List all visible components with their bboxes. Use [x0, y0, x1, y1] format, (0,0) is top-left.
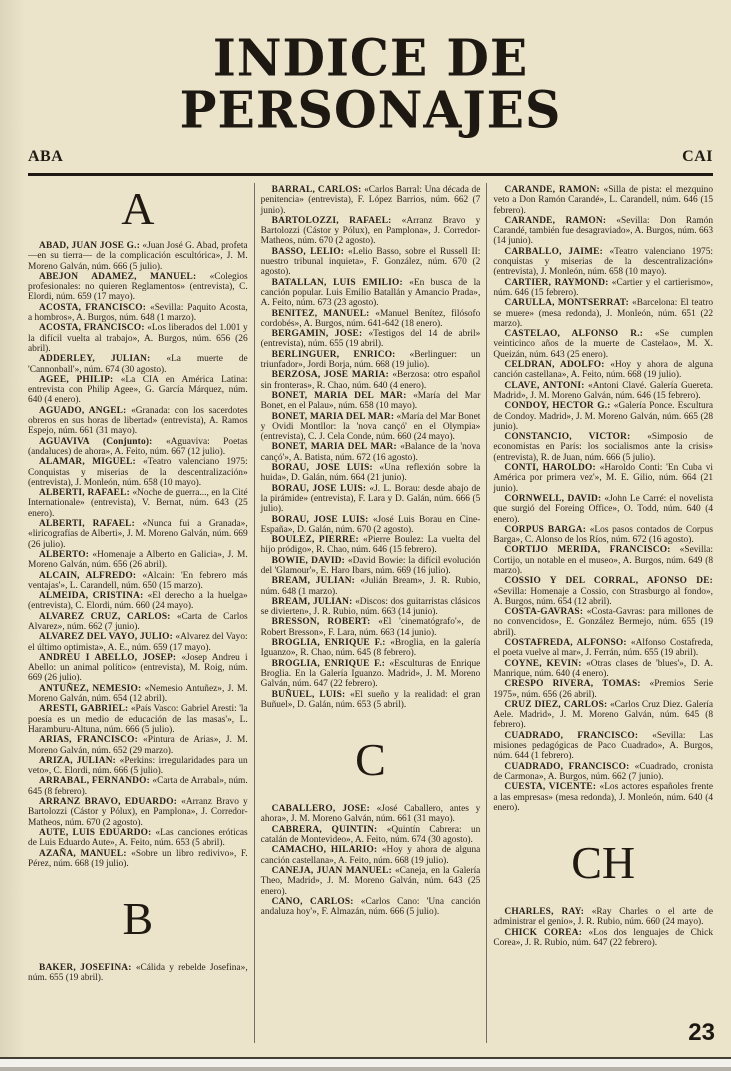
section-heading-c: C [355, 734, 386, 786]
index-columns [28, 183, 713, 1043]
index-entry [493, 494, 713, 525]
entry-name: AGUAVIVA (Conjunto): [39, 436, 153, 447]
entry-name: CARTIER, RAYMOND: [504, 277, 609, 288]
index-entry [28, 519, 248, 550]
index-entry [493, 638, 713, 659]
index-entry [28, 457, 248, 488]
index-entry [261, 866, 481, 897]
entry-text: «Nemesio Antuñez», J. M. Moreno Galván, núm. 654 (12 abril). [28, 683, 248, 705]
entry-text: «Teatro valenciano 1975: conquistas y miserias de la descentralización» (entrevista), J. Monleón, núm. 658 (10 mayo). [493, 246, 713, 278]
entry-name: COSSIO Y DEL CORRAL, AFONSO DE: [504, 576, 713, 587]
entry-name: CELDRAN, ADOLFO: [504, 360, 605, 371]
entry-text: «Costa-Gavras: para millones de no convencidos», E. González Bermejo, núm. 655 (19 abril). [493, 607, 713, 638]
entry-name: BORAU, JOSE LUIS: [271, 514, 369, 525]
index-entry [28, 776, 248, 797]
entry-name: BARRAL, CARLOS: [271, 185, 362, 195]
index-entry [261, 597, 481, 618]
index-entry [28, 756, 248, 777]
entry-name: ALBERTI, RAFAEL: [39, 488, 130, 499]
entry-text: «Las canciones eróticas de Luis Eduardo Aute», A. Feito, núm. 653 (5 abril). [28, 827, 248, 849]
entry-name: AUTE, LUIS EDUARDO: [39, 827, 152, 838]
entry-text: «La CIA en América Latina: entrevista con Philip Agee», G. García Márquez, núm. 640 (4 enero). [28, 374, 248, 406]
entry-text: «Sevilla: Paquito Acosta, a hombros», A. Burgos, núm. 648 (1 marzo). [28, 302, 248, 324]
entry-text: «Una reflexión sobre la huida», D. Galán, núm. 664 (21 junio). [260, 463, 481, 484]
entry-text: «Homenaje a Alberto en Galicia», J. M. Moreno Galván, núm. 656 (26 abril). [28, 549, 248, 571]
page-title [28, 27, 713, 141]
entry-text: «Pintura de Arias», J. M. Moreno Galván, núm. 652 (29 marzo). [28, 735, 248, 756]
index-entry [28, 354, 248, 375]
entry-name: BORAU, JOSE LUIS: [271, 483, 367, 494]
header-rule [28, 173, 713, 176]
entry-name: AGEE, PHILIP: [39, 374, 114, 385]
entry-name: CRESPO RIVERA, TOMAS: [504, 679, 641, 690]
entry-name: CABRERA, QUINTIN: [271, 824, 378, 835]
entry-text: «Sevilla: Homenaje a Cossio, con Strasburgo al fondo», A. Burgos, núm. 654 (12 abril). [493, 586, 713, 607]
page-bottom-edge-gray [0, 1067, 731, 1071]
entry-text: «Sobre un libro redivivo», F. Pérez, núm. 668 (19 julio). [28, 848, 248, 869]
entry-name: BERLINGUER, ENRICO: [271, 349, 396, 360]
entry-name: CARANDE, RAMON: [504, 185, 600, 195]
entry-name: ABEJON ADAMEZ, MANUEL: [39, 271, 197, 282]
entry-text: «John Le Carré: el novelista que surgió del Foreing Office», O. Todd, núm. 640 (4 enero). [493, 493, 713, 525]
entry-text: «Simposio de economistas en París: los socialismos ante la crisis» (entrevista), R. de Juan, núm. 666 (5 julio). [493, 432, 713, 463]
entry-text: «Sevilla: Cortijo, un notable en el museo», A. Burgos, núm. 649 (8 marzo). [493, 545, 713, 576]
entry-text: «Alfonso Costafreda, el poeta vuelve al mar», J. Ferrán, núm. 655 (19 abril). [493, 638, 713, 659]
entry-text: «Los pasos contados de Corpus Barga», C. Alonso de los Ríos, núm. 672 (16 agosto). [493, 524, 713, 546]
entry-text: «La muerte de 'Cannonball'», núm. 674 (30 agosto). [28, 354, 248, 375]
entry-name: BONET, MARIA DEL MAR: [271, 390, 407, 401]
entry-name: CHARLES, RAY: [504, 907, 585, 918]
entry-name: ANDREU I ABELLO, JOSEP: [39, 652, 177, 663]
entry-text: «Haroldo Conti: 'En Cuba vi América por primera vez'», M. E. Gilio, núm. 664 (21 junio). [493, 463, 713, 494]
index-entry [261, 556, 481, 577]
entry-text: «José Luis Borau en Cine-España», D. Galán, núm. 670 (2 agosto). [260, 514, 481, 535]
entry-text: «Aguaviva: Poetas (andaluces) de ahora», A. Feito, núm. 667 (12 julio). [28, 436, 248, 457]
entry-name: CUESTA, VICENTE: [504, 782, 597, 793]
index-entry [493, 576, 713, 607]
entry-text: «Hoy y ahora de alguna canción castellana», A. Feito, núm. 668 (19 julio). [260, 845, 481, 866]
entry-name: CORTIJO MERIDA, FRANCISCO: [504, 545, 671, 556]
entry-name: COSTAFREDA, ALFONSO: [504, 638, 627, 649]
index-entry [493, 432, 713, 463]
entry-text: «Nunca fui a Granada», «liricografías de Alberti», J. M. Moreno Galván, núm. 669 (26 julio). [28, 519, 248, 550]
entry-text: «Antoni Clavé. Galería Guereta. Madrid», J. M. Moreno Galván, núm. 646 (15 febrero). [493, 380, 713, 401]
index-entry [493, 401, 713, 432]
index-entry [28, 797, 248, 828]
entry-name: ADDERLEY, JULIAN: [39, 354, 151, 365]
entry-text: «Otras clases de 'blues'», D. A. Manrique, núm. 640 (4 enero). [493, 658, 713, 679]
index-entry [28, 375, 248, 406]
entry-name: BASSO, LELIO: [271, 246, 345, 257]
index-column-2 [254, 183, 487, 1043]
entry-name: BREAM, JULIAN: [271, 596, 353, 607]
entry-text: «Los liberados del 1.001 y la difícil vuelta al trabajo», A. Burgos, núm. 656 (26 abril). [28, 323, 248, 354]
entry-name: BRESSON, ROBERT: [271, 617, 371, 628]
section-heading-b: B [122, 893, 154, 945]
entry-name: ALVAREZ DEL VAYO, JULIO: [39, 632, 173, 643]
page-number: 23 [688, 1019, 715, 1046]
entry-name: ALCAIN, ALFREDO: [39, 570, 137, 581]
entry-text: «Arranz Bravo y Bartolozzi (Cástor y Pólux), en Pamplona», J. Corredor-Matheos, núm. 670 (2 agosto). [28, 797, 248, 828]
entry-text: «El derecho a la huelga» (entrevista), C. Elordi, núm. 660 (24 mayo). [28, 591, 248, 612]
entry-name: ARRABAL, FERNANDO: [39, 776, 150, 787]
index-entry [493, 278, 713, 299]
index-entry [261, 576, 481, 597]
entry-text: «David Bowie: la difícil evolución del 'Glamour'», E. Haro Ibars, núm. 669 (16 julio). [260, 555, 481, 576]
index-entry [493, 782, 713, 813]
entry-text: «Carlos Cano: 'Una canción andaluza hoy'», F. Almazán, núm. 666 (5 julio). [260, 896, 481, 918]
entry-name: ALBERTO: [39, 549, 90, 560]
alpha-range-end: CAI [682, 148, 713, 165]
entry-text: «Carlos Barral: Una década de penitencia» (entrevista), F. López Barrios, núm. 662 (7 junio). [260, 185, 481, 216]
index-entry [493, 463, 713, 494]
entry-name: ALMEIDA, CRISTINA: [39, 591, 144, 602]
entry-name: BORAU, JOSE LUIS: [271, 463, 373, 474]
entry-text: «Hoy y ahora de alguna canción castellana», A. Feito, núm. 668 (19 julio). [493, 360, 713, 381]
entry-text: «Esculturas de Enrique Broglia. En la Galería Iguanzo. Madrid», J. M. Moreno Galván, núm. 647 (22 febrero). [260, 658, 481, 690]
entry-text: «Berzosa: otro español sin fronteras», R. Chao, núm. 640 (4 enero). [260, 370, 481, 391]
index-entry [493, 679, 713, 700]
entry-text: «José Caballero, antes y ahora», J. M. Moreno Galván, núm. 661 (31 mayo). [260, 804, 481, 825]
alpha-range-row [28, 148, 713, 166]
entry-name: CRUZ DIEZ, CARLOS: [504, 699, 608, 710]
entry-text: «Alcain: 'En febrero más ventajas'», L. Carandell, núm. 650 (15 marzo). [28, 570, 248, 591]
entry-text: «Carta de Carlos Alvarez», núm. 662 (7 junio). [28, 611, 248, 632]
index-entry [493, 731, 713, 762]
index-entry [28, 323, 248, 354]
entry-name: CARANDE, RAMON: [504, 215, 607, 226]
entry-text: «Carta de Arrabal», núm. 645 (8 febrero). [28, 776, 248, 797]
entry-text: «Testigos del 14 de abril» (entrevista), núm. 655 (19 abril). [260, 329, 481, 350]
index-entry [28, 849, 248, 870]
entry-name: CORPUS BARGA: [504, 524, 587, 535]
entry-text: «Cuadrado, cronista de Carmona», A. Burgos, núm. 662 (7 junio). [493, 761, 713, 782]
entry-name: ARIAS, FRANCISCO: [39, 735, 138, 746]
entry-text: «Ray Charles o el arte de administrar el genio», J. R. Rubio, núm. 660 (24 mayo). [493, 907, 713, 928]
index-entry [493, 545, 713, 576]
index-entry [261, 216, 481, 247]
index-entry [493, 360, 713, 381]
index-entry [28, 632, 248, 653]
entry-text: «Noche de guerra..., en la Cité Internationale» (entrevista), V. Bernat, núm. 643 (25 enero). [28, 488, 248, 519]
entry-text: «El sueño y la realidad: el gran Buñuel», D. Galán, núm. 653 (5 abril). [260, 689, 481, 710]
entry-name: BOULEZ, PIERRE: [271, 535, 359, 546]
entry-name: BARTOLOZZI, RAFAEL: [271, 215, 392, 226]
index-entry [493, 700, 713, 731]
entry-name: CONDOY, HECTOR G.: [504, 401, 611, 412]
index-column-3 [486, 183, 713, 1043]
entry-text: «Discos: dos guitarristas clásicos se divierten», J. R. Rubio, núm. 663 (14 junio). [260, 596, 481, 618]
entry-name: ARIZA, JULIAN: [39, 755, 117, 766]
entry-text: «Broglia, en la galería Iguanzo», R. Chao, núm. 645 (8 febrero). [260, 638, 481, 659]
index-entry [261, 825, 481, 846]
entry-text: «Se cumplen veinticinco años de la muerte de Castelao», M. X. Queizán, núm. 643 (25 enero). [493, 329, 713, 360]
entry-text: «Los actores españoles frente a las empresas» (mesa redonda), J. Monleón, núm. 640 (4 enero). [493, 782, 713, 813]
index-entry [493, 928, 713, 949]
entry-text: «En busca de la canción popular. Luis Emilio Batallán y Amancio Prada», A. Feito, núm. 673 (23 agosto). [260, 277, 481, 309]
entry-text: «Lelio Basso, sobre el Russell II: nuestro tribunal inquieta», F. González, núm. 670 (2 agosto). [260, 246, 481, 278]
entry-name: CUADRADO, FRANCISCO: [504, 730, 639, 741]
index-entry [261, 412, 481, 443]
index-entry [28, 550, 248, 571]
page-title-line2: PERSONAJES [179, 79, 562, 141]
index-entry [493, 247, 713, 278]
alpha-range-start: ABA [28, 148, 64, 165]
entry-text: «Pierre Boulez: La vuelta del hijo pródigo», R. Chao, núm. 646 (15 febrero). [260, 535, 481, 556]
entry-name: ABAD, JUAN JOSE G.: [39, 241, 141, 251]
entry-text: «Berlinguer: un triunfador», Jordi Borja, núm. 668 (19 julio). [260, 349, 481, 371]
entry-text: «Carlos Cruz Diez. Galería Aele. Madrid», J. M. Moreno Galván, núm. 645 (8 febrero). [493, 699, 713, 731]
entry-text: «Alvarez del Vayo: el último optimista», A. E., núm. 659 (17 mayo). [28, 632, 248, 653]
entry-name: BUÑUEL, LUIS: [271, 689, 346, 700]
index-entry [28, 571, 248, 592]
index-entry [261, 804, 481, 825]
entry-text: «Galería Ponce. Escultura de Condoy. Madrid», J. M. Moreno Galván, núm. 665 (28 junio). [493, 401, 713, 432]
entry-name: BONET, MARIA DEL MAR: [271, 411, 395, 422]
entry-text: «Colegios profesionales: no quieren Reglamentos» (entrevista), C. Elordi, núm. 659 (17 mayo). [28, 271, 248, 303]
entry-name: BERGAMIN, JOSE: [271, 329, 363, 340]
entry-text: «País Vasco: Gabriel Aresti: 'la poesía es un medio de educación de las masas'», L. Haramburu-Altuna, núm. 666 (5 julio). [28, 704, 248, 735]
entry-text: «Manuel Benítez, filósofo cordobés», A. Burgos, núm. 641-642 (18 enero). [260, 308, 481, 329]
entry-text: «María del Mar Bonet, en el Palau», núm. 658 (10 mayo). [260, 390, 481, 412]
index-entry [28, 241, 248, 272]
entry-text: «Sevilla: Las misiones pedagógicas de Paco Cuadrado», A. Burgos, núm. 644 (1 febrero). [493, 730, 713, 762]
index-entry [261, 329, 481, 350]
entry-text: «Juan José G. Abad, profeta —en su tierra— de la complicación escultórica», J. M. Moreno Galván, núm. 666 (5 julio). [28, 241, 248, 272]
entry-text: «Premios Serie 1975», núm. 656 (26 abril). [493, 679, 713, 700]
entry-name: CAMACHO, HILARIO: [271, 845, 378, 856]
index-entry [493, 907, 713, 928]
entry-name: CONTI, HAROLDO: [504, 463, 596, 474]
entry-text: «Quintín Cabrera: un catalán de Montevideo», A. Feito, núm. 674 (30 agosto). [260, 824, 481, 846]
entry-text: «Silla de pista: el mezquino veto a Don Ramón Carandé», L. Carandell, núm. 646 (15 febrero). [493, 185, 713, 216]
entry-name: ACOSTA, FRANCISCO: [39, 302, 147, 313]
entry-text: «Cartier y el cartierismo», núm. 646 (15 febrero). [493, 277, 713, 298]
entry-text: «Arranz Bravo y Bartolozzi (Cástor y Pólux), en Pamplona», J. Corredor-Matheos, núm. 670 (2 agosto). [260, 215, 481, 247]
index-entry [28, 735, 248, 756]
entry-name: BERZOSA, JOSE MARIA: [271, 370, 389, 381]
index-entry [261, 309, 481, 330]
entry-text: «Teatro valenciano 1975: Conquistas y miserias de la descentralización» (entrevista), J. Monleón, núm. 658 (10 mayo). [28, 457, 248, 488]
index-entry [261, 247, 481, 278]
index-entry [493, 607, 713, 638]
entry-name: CASTELAO, ALFONSO R.: [504, 329, 644, 340]
index-column-1 [28, 183, 254, 1043]
index-entry [493, 381, 713, 402]
index-entry [261, 638, 481, 659]
index-entry [261, 370, 481, 391]
entry-text: «El 'cinematógrafo'», de Robert Bresson», F. Lara, núm. 663 (14 junio). [260, 617, 481, 638]
entry-name: CARBALLO, JAIME: [504, 246, 603, 257]
index-entry [261, 617, 481, 638]
entry-text: «María del Mar Bonet y Ovidi Montllor: la 'nova cançó' en el Olympia» (entrevista), C. J. Cela Conde, núm. 660 (24 mayo). [260, 411, 481, 443]
index-entry [261, 278, 481, 309]
entry-name: COYNE, KEVIN: [504, 658, 582, 669]
entry-name: CANEJA, JUAN MANUEL: [271, 865, 392, 876]
entry-text: «Granada: con los sacerdotes obreros en sus horas de libertad» (entrevista), A. Ramos Espejo, núm. 661 (31 mayo). [28, 405, 248, 437]
entry-name: BREAM, JULIAN: [271, 576, 356, 587]
index-entry [28, 303, 248, 324]
index-entry [493, 185, 713, 216]
index-entry [261, 535, 481, 556]
entry-name: BOWIE, DAVID: [271, 555, 345, 566]
entry-name: ALVAREZ CRUZ, CARLOS: [39, 611, 171, 622]
section-heading-a: A [121, 183, 155, 234]
index-entry [28, 406, 248, 437]
index-entry [261, 897, 481, 918]
index-entry [28, 963, 248, 984]
entry-name: ACOSTA, FRANCISCO: [39, 323, 145, 334]
index-entry [261, 391, 481, 412]
entry-text: «Cálida y rebelde Josefina», núm. 655 (19 abril). [28, 963, 248, 984]
entry-name: COSTA-GAVRAS: [504, 607, 584, 618]
entry-name: CONSTANCIO, VICTOR: [504, 432, 631, 443]
index-entry [28, 612, 248, 633]
index-entry [261, 659, 481, 690]
page-title-line1: INDICE DE [212, 27, 529, 89]
index-entry [28, 437, 248, 458]
entry-name: BATALLAN, LUIS EMILIO: [271, 277, 403, 288]
entry-name: AZAÑA, MANUEL: [39, 848, 127, 859]
entry-name: AGUADO, ANGEL: [39, 405, 127, 416]
page-bottom-edge-white [0, 1059, 731, 1067]
index-entry [261, 515, 481, 536]
index-entry [261, 185, 481, 216]
entry-name: ANTUÑEZ, NEMESIO: [39, 683, 142, 694]
index-entry [28, 828, 248, 849]
index-entry [261, 484, 481, 515]
entry-name: ARRANZ BRAVO, EDUARDO: [39, 797, 178, 808]
index-entry [261, 690, 481, 711]
index-entry [28, 704, 248, 735]
entry-text: «J. L. Borau: desde abajo de la pirámide» (entrevista), F. Lara y D. Galán, núm. 666 (5 julio). [260, 483, 481, 515]
entry-name: BROGLIA, ENRIQUE F.: [271, 638, 386, 649]
index-entry [493, 762, 713, 783]
entry-name: CLAVE, ANTONI: [504, 380, 585, 391]
entry-name: CABALLERO, JOSE: [271, 804, 370, 815]
index-entry [28, 488, 248, 519]
section-heading-ch: CH [571, 837, 636, 889]
index-entry [261, 350, 481, 371]
entry-text: «Caneja, en la Galería Theo, Madrid», J. M. Moreno Galván, núm. 643 (25 enero). [260, 865, 481, 897]
entry-text: «Josep Andreu i Abello: un animal político» (entrevista), M. Roig, núm. 669 (26 julio). [28, 652, 248, 684]
entry-name: BONET, MARIA DEL MAR: [271, 442, 397, 453]
index-entry [493, 525, 713, 546]
entry-text: «Barcelona: El teatro se muere» (mesa redonda), J. Monleón, núm. 651 (22 marzo). [493, 298, 713, 329]
index-entry [28, 272, 248, 303]
entry-name: CARULLA, MONTSERRAT: [504, 298, 629, 309]
entry-text: «Julián Bream», J. R. Rubio, núm. 648 (1 marzo). [260, 576, 481, 597]
index-entry [28, 591, 248, 612]
entry-text: «Perkins: irregularidades para un veto», C. Elordi, núm. 666 (5 julio). [28, 755, 248, 777]
entry-name: ALBERTI, RAFAEL: [39, 519, 135, 530]
entry-name: CANO, CARLOS: [271, 896, 354, 907]
index-entry [493, 659, 713, 680]
index-entry [493, 298, 713, 329]
entry-name: ARESTI, GABRIEL: [39, 704, 129, 715]
index-entry [28, 653, 248, 684]
entry-name: CORNWELL, DAVID: [504, 493, 602, 504]
entry-name: ALAMAR, MIGUEL: [39, 457, 136, 468]
entry-text: «Sevilla: Don Ramón Carandé, también fue desagraviado», A. Burgos, núm. 663 (14 junio). [493, 215, 713, 247]
entry-name: CUADRADO, FRANCISCO: [504, 761, 630, 772]
index-entry [261, 442, 481, 463]
index-entry [493, 329, 713, 360]
entry-text: «Los dos lenguajes de Chick Corea», J. R. Rubio, núm. 647 (22 febrero). [493, 927, 713, 948]
index-entry [493, 216, 713, 247]
entry-name: CHICK COREA: [504, 927, 583, 938]
index-entry [261, 845, 481, 866]
entry-name: BENITEZ, MANUEL: [271, 308, 370, 319]
entry-name: BROGLIA, ENRIQUE F.: [271, 658, 386, 669]
entry-text: «Balance de la 'nova cançó'», A. Batista, núm. 672 (16 agosto). [260, 442, 481, 463]
entry-name: BAKER, JOSEFINA: [39, 963, 132, 974]
index-entry [261, 463, 481, 484]
index-entry [28, 684, 248, 705]
